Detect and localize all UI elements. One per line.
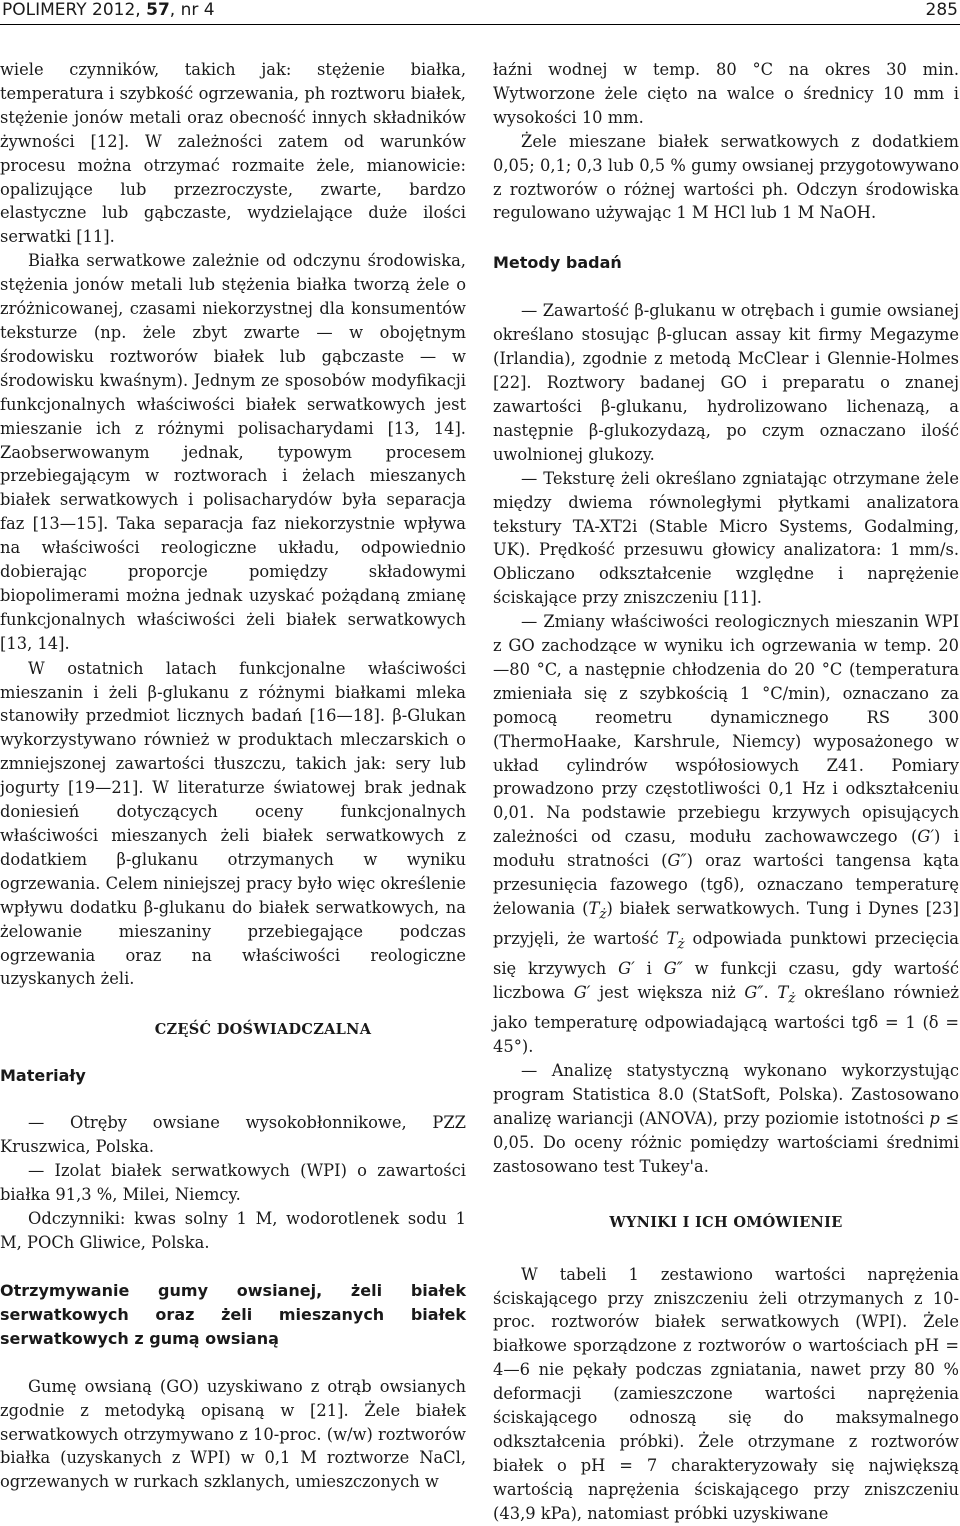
- rheology-method-paragraph: — Zmiany właściwości reologicznych mieszanin WPI z GO zachodzące w wyniku ich ogrzewania w temp. 20—80 °C, a następnie chłodzenia do 20 °C (temperatura zmieniała się z szybkością 1 °C/min), oznaczano za pomocą reometru dynamicznego RS 300 (ThermoHaake, Karshrule, Niemcy) wyposażonego w układ cylindrów współosiowych Z41. Pomiary prowadzono przy częstotliwości 0,1 Hz i odkształceniu 0,01. Na podstawie przebiegu krzywych opisujących zależności od czasu, modułu zachowawczego (G′) i modułu stratności (G″) oraz wartości tangensa kąta przesunięcia fazowego (tgδ), oznaczano temperaturę żelowania $(T_ż)$ białek serwatkowych. Tung i Dynes [23] przyjęli, że wartość $T_ż$ odpowiada punktowi przecięcia się krzywych G′ i G″ w funkcji czasu, gdy wartość liczbowa G′ jest większa niż G″. $T_ż$ określano również jako temperaturę odpowiadającą wartości tgδ = 1 (δ = 45°).: [493, 612, 959, 1057]
- glucan-method-paragraph: — Zawartość β-glukanu w otrębach i gumie owsianej określano stosując β-glucan assay kit firmy Megazyme (Irlandia), zgodnie z metodą McClear i Glennie-Holmes [22]. Roztwory badanej GO i preparatu o znanej zawartości β-glukanu, hydrolizowano lichenazą, a następnie β-glukozydazą, po czym oznaczano ilość uwolnionej glukozy.: [493, 301, 959, 464]
- statistics-paragraph: — Analizę statystyczną wykonano wykorzystując program Statistica 8.0 (StatSoft, Polska). Zastosowano analizę wariancji (ANOVA), przy poziomie istotności p ≤ 0,05. Do oceny różnic pomiędzy wartościami średnimi zastosowano test Tukey'a.: [493, 1061, 959, 1176]
- preparation-heading: Otrzymywanie gumy owsianej, żeli białek serwatkowych oraz żeli mieszanych białek serwatkowych z gumą owsianą: [0, 1280, 466, 1348]
- page-header: [0, 0, 960, 24]
- preparation-paragraph: Gumę owsianą (GO) uzyskiwano z otrąb owsianych zgodnie z metodyką opisaną w [21]. Żele białek serwatkowych otrzymywano z 10-proc. (w/w) roztworów białka (uzyskanych z WPI) w 0,1 M roztworze NaCl, ogrzewanych w rurkach szklanych, umieszczonych w: [0, 1376, 466, 1492]
- results-paragraph: W tabeli 1 zestawiono wartości naprężenia ściskającego przy zniszczeniu żeli otrzymanych z 10-proc. roztworów białek serwatkowych (WPI). Żele białkowe sporządzone z roztworów o wartościach pH = 4—6 nie pękały podczas zgniatania, nawet przy 80 % deformacji (zamieszczone wartości naprężenia ściskającego odnoszą się do maksymalnego odkształcenia próbki). Żele otrzymane z roztworów białek o pH = 7 charakteryzowały się największą wartością naprężenia ściskającego przy zniszczeniu (43,9 kPa), natomiast próbki uzyskiwane: [493, 1264, 959, 1523]
- page-number: 285: [925, 0, 958, 20]
- right-column: [493, 58, 959, 1526]
- mixed-gels-paragraph: Żele mieszane białek serwatkowych z dodatkiem 0,05; 0,1; 0,3 lub 0,5 % gumy owsianej przygotowywano z roztworów o różnej wartości ph. Odczyn środowiska regulowano używając 1 M HCl lub 1 M NaOH.: [493, 131, 959, 223]
- bath-paragraph: łaźni wodnej w temp. 80 °C na okres 30 min. Wytworzone żele cięto na walce o średnicy 10 mm i wysokości 10 mm.: [493, 60, 959, 127]
- experimental-section-title: CZĘŚĆ DOŚWIADCZALNA: [154, 1021, 372, 1039]
- left-column: [0, 58, 466, 1494]
- material-oat-bran: — Otręby owsiane wysokobłonnikowe, PZZ Kruszwica, Polska.: [0, 1113, 466, 1157]
- reagents: Odczynniki: kwas solny 1 M, wodorotlenek sodu 1 M, POCh Gliwice, Polska.: [0, 1208, 466, 1252]
- intro-paragraph-2: Białka serwatkowe zależnie od odczynu środowiska, stężenia jonów metali lub stężenia białka tworzą żele o zróżnicowanej, czasami niekorzystnej dla konsumentów teksturze (np. żele zbyt zwarte — w obojętnym środowisku roztworów białek lub gąbczaste — w środowisku kwaśnym). Jednym ze sposobów modyfikacji funkcjonalnych właściwości białek serwatkowych jest mieszanie ich z różnymi polisacharydami [13, 14]. Zaobserwowanym jednak, typowym procesem przebiegającym w roztworach i żelach mieszanych białek serwatkowych i polisacharydów była separacja faz [13—15]. Taka separacja faz niekorzystnie wpływa na właściwości reologiczne układu, odpowiednio dobierając proporcje pomiędzy składowymi biopolimerami można jednak uzyskać pożądaną zmianę funkcjonalnych właściwości żeli białek serwatkowych [13, 14].: [0, 251, 466, 653]
- materials-heading: Materiały: [0, 1066, 86, 1086]
- intro-paragraph-1: wiele czynników, takich jak: stężenie białka, temperatura i szybkość ogrzewania, ph roztworu białek, stężenie jonów metali oraz obecność innych składników żywności [12]. W zależności zatem od warunków procesu można otrzymać rozmaite żele, mianowicie: opalizujące lub przezroczyste, zwarte, bardzo elastyczne lub gąbczaste, wydzielające duże ilości serwatki [11].: [0, 60, 466, 247]
- methods-heading: Metody badań: [493, 253, 622, 273]
- header-rule: [0, 24, 960, 25]
- intro-paragraph-3: W ostatnich latach funkcjonalne właściwości mieszanin i żeli β-glukanu z różnymi białkami mleka stanowiły przedmiot licznych badań [16—18]. β-Glukan wykorzystywano również w produktach mleczarskich o zmniejszonej zawartości tłuszczu, takich jak: sery lub jogurty [19—21]. W literaturze światowej brak jednak doniesień dotyczących oceny funkcjonalnych właściwości mieszanych żeli białek serwatkowych z dodatkiem β-glukanu otrzymanych w wyniku ogrzewania. Celem niniejszej pracy było więc określenie wpływu dodatku β-glukanu do białek serwatkowych, na żelowanie mieszaniny przebiegające podczas ogrzewania oraz na właściwości reologiczne uzyskanych żeli.: [0, 658, 466, 989]
- material-wpi: — Izolat białek serwatkowych (WPI) o zawartości białka 91,3 %, Milei, Niemcy.: [0, 1161, 466, 1204]
- journal-info: POLIMERY 2012, 57, nr 4: [2, 0, 215, 20]
- texture-method-paragraph: — Teksturę żeli określano zgniatając otrzymane żele między dwiema równoległymi płytkami analizatora tekstury TA-XT2i (Stable Micro Systems, Godalming, UK). Prędkość przesuwu głowicy analizatora: 1 mm/s. Obliczano odkształcenie względne i naprężenie ściskające przy zniszczeniu [11].: [493, 468, 959, 608]
- results-section-title: WYNIKI I ICH OMÓWIENIE: [609, 1213, 843, 1231]
